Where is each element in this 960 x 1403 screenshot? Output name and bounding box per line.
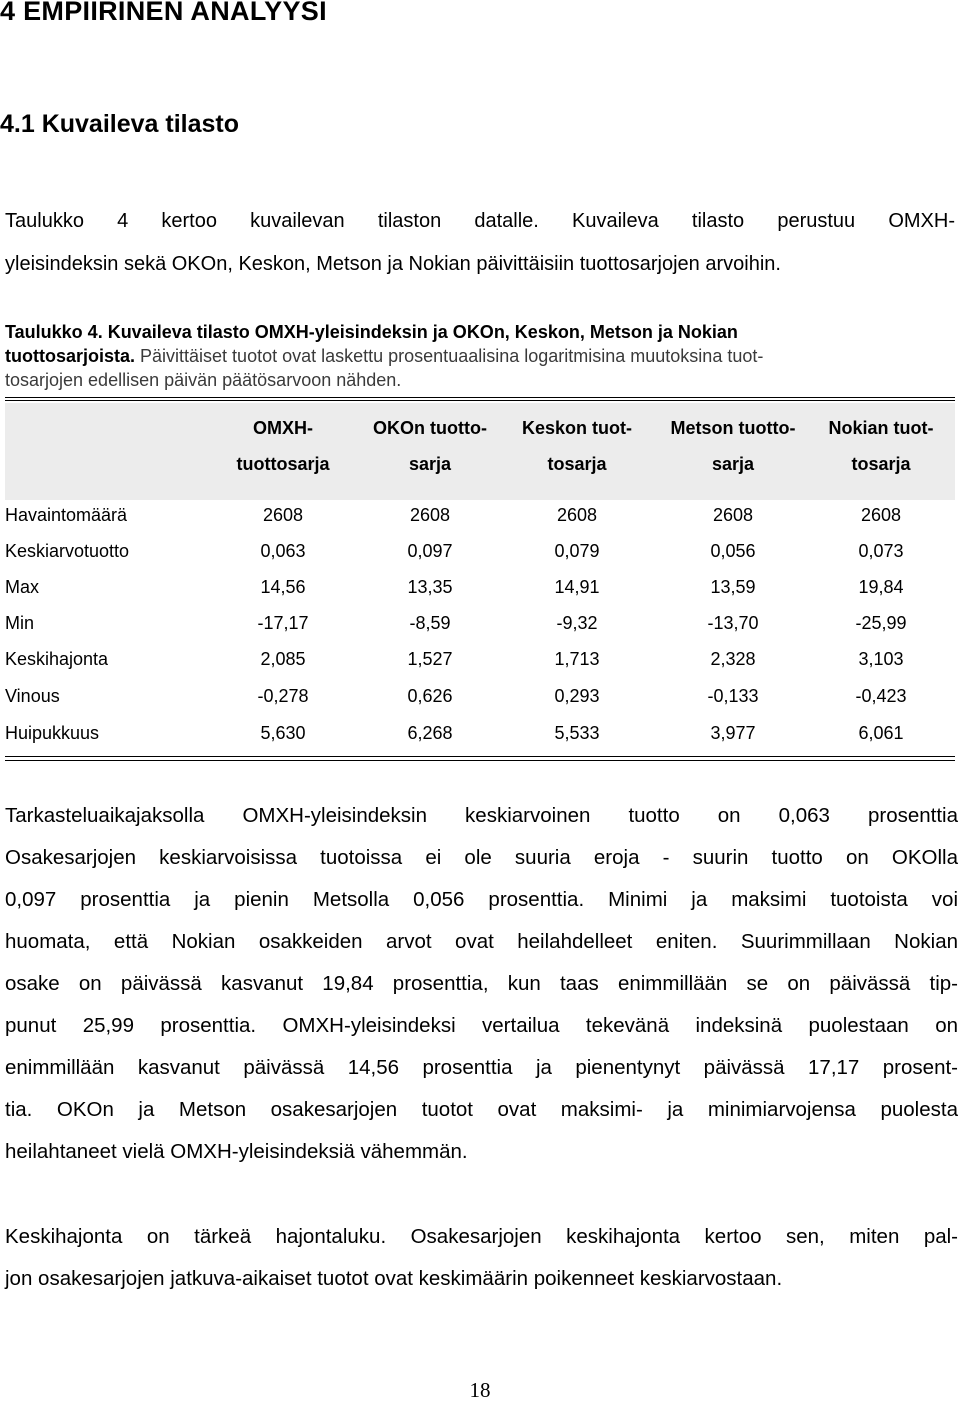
table-bottom-rule (5, 756, 955, 757)
table-cell: -0,423 (855, 686, 907, 706)
table-cell: -8,59 (409, 613, 451, 633)
col-header-omxh: OMXH- (253, 418, 313, 438)
table-caption-line-3: tosarjojen edellisen päivän päätösarvoon nähden. (5, 370, 402, 390)
section-heading: 4 EMPIIRINEN ANALYYSI (0, 0, 327, 26)
row-label-huipukkuus: Huipukkuus (5, 723, 100, 743)
subsection-heading: 4.1 Kuvaileva tilasto (0, 110, 240, 138)
table-cell: 0,079 (554, 541, 600, 561)
table-cell: 5,630 (260, 723, 306, 743)
row-label-max: Max (5, 577, 40, 597)
table-cell: -13,70 (707, 613, 759, 633)
table-cell: 2,328 (710, 649, 756, 669)
table-cell: 0,626 (407, 686, 453, 706)
table-cell: 2608 (860, 505, 902, 525)
table-cell: 2608 (556, 505, 598, 525)
table-cell: -25,99 (855, 613, 907, 633)
paragraph-line: Osakesarjojen keskiarvoisissa tuotoissa ei ole suuria eroja - suurin tuotto on OKOlla (5, 846, 958, 869)
intro-line-2: yleisindeksin sekä OKOn, Keskon, Metson ja Nokian päivittäisiin tuottosarjojen arvoihin. (5, 253, 781, 275)
caption-description: Päivittäiset tuotot ovat laskettu prosentuaalisina logaritmisina muutoksina tuot- (135, 346, 764, 366)
table-cell: -9,32 (556, 613, 598, 633)
row-label-keskiarvotuotto: Keskiarvotuotto (5, 541, 130, 561)
table-cell: -17,17 (257, 613, 309, 633)
caption-title: Taulukko 4. Kuvaileva tilasto OMXH-yleisindeksin ja OKOn, Keskon, Metson ja Nokian (5, 322, 738, 342)
table-cell: -0,278 (257, 686, 309, 706)
table-cell: 0,293 (554, 686, 600, 706)
table-cell: 1,527 (407, 649, 453, 669)
table-top-rule-2 (5, 400, 955, 401)
paragraph-line: 0,097 prosenttia ja pienin Metsolla 0,056 prosenttia. Minimi ja maksimi tuotoista voi (5, 888, 958, 911)
row-label-vinous: Vinous (5, 686, 60, 706)
paragraph-line: tia. OKOn ja Metson osakesarjojen tuotot ovat maksimi- ja minimiarvojensa puolesta (5, 1098, 958, 1121)
paragraph-line: osake on päivässä kasvanut 19,84 prosenttia, kun taas enimmillään se on päivässä tip- (5, 972, 958, 995)
table-cell: 2608 (262, 505, 304, 525)
table-cell: -0,133 (707, 686, 759, 706)
table-cell: 0,097 (407, 541, 453, 561)
paragraph-line: enimmillään kasvanut päivässä 14,56 prosenttia ja pienentynyt päivässä 17,17 prosent- (5, 1056, 958, 1079)
table-caption-line-1 (5, 321, 738, 343)
row-label-havaintomaara: Havaintomäärä (5, 505, 128, 525)
table-cell: 19,84 (858, 577, 904, 597)
table-cell: 13,59 (710, 577, 756, 597)
intro-line-1: Taulukko 4 kertoo kuvailevan tilaston datalle. Kuvaileva tilasto perustuu OMXH- (5, 210, 955, 232)
table-cell: 1,713 (554, 649, 600, 669)
table-cell: 3,977 (710, 723, 756, 743)
paragraph-line: heilahtaneet vielä OMXH-yleisindeksiä vähemmän. (5, 1140, 468, 1163)
table-cell: 2,085 (260, 649, 306, 669)
table-cell: 0,056 (710, 541, 756, 561)
col-header-oko: OKOn tuotto- (373, 418, 487, 438)
caption-title-end: tuottosarjoista. (5, 346, 136, 366)
table-cell: 3,103 (858, 649, 904, 669)
table-cell: 6,268 (407, 723, 453, 743)
page-number: 18 (469, 1378, 491, 1402)
paragraph-line: Tarkasteluaikajaksolla OMXH-yleisindeksin keskiarvoinen tuotto on 0,063 prosenttia (5, 804, 958, 827)
table-cell: 14,56 (260, 577, 306, 597)
paragraph-line: huomata, että Nokian osakkeiden arvot ovat heilahdelleet eniten. Suurimmillaan Nokian (5, 930, 958, 953)
table-cell: 0,073 (858, 541, 904, 561)
table-cell: 5,533 (554, 723, 600, 743)
table-bottom-rule-2 (5, 760, 955, 761)
table-cell: 6,061 (858, 723, 904, 743)
table-cell: 14,91 (554, 577, 600, 597)
col-header-nokia: Nokian tuot- (828, 418, 934, 438)
paragraph-line: jon osakesarjojen jatkuva-aikaiset tuotot ovat keskimäärin poikenneet keskiarvostaan. (5, 1267, 783, 1290)
paragraph-line: Keskihajonta on tärkeä hajontaluku. Osakesarjojen keskihajonta kertoo sen, miten pal- (5, 1225, 958, 1248)
col-header-metso: Metson tuotto- (670, 418, 796, 438)
table-cell: 13,35 (407, 577, 453, 597)
table-cell: 2608 (409, 505, 451, 525)
table-cell: 0,063 (260, 541, 306, 561)
col-header-kesko: Keskon tuot- (522, 418, 632, 438)
col-header-metso-2: sarja (711, 454, 755, 474)
table-cell: 2608 (712, 505, 754, 525)
row-label-keskihajonta: Keskihajonta (5, 649, 109, 669)
col-header-omxh-2: tuottosarja (236, 454, 330, 474)
col-header-nokia-2: tosarja (851, 454, 911, 474)
table-top-rule (5, 397, 955, 398)
col-header-oko-2: sarja (408, 454, 452, 474)
table-caption-line-2 (5, 345, 763, 367)
paragraph-line: punut 25,99 prosenttia. OMXH-yleisindeksi vertailua tekevänä indeksinä puolestaan on (5, 1014, 958, 1037)
col-header-kesko-2: tosarja (547, 454, 607, 474)
row-label-min: Min (5, 613, 35, 633)
